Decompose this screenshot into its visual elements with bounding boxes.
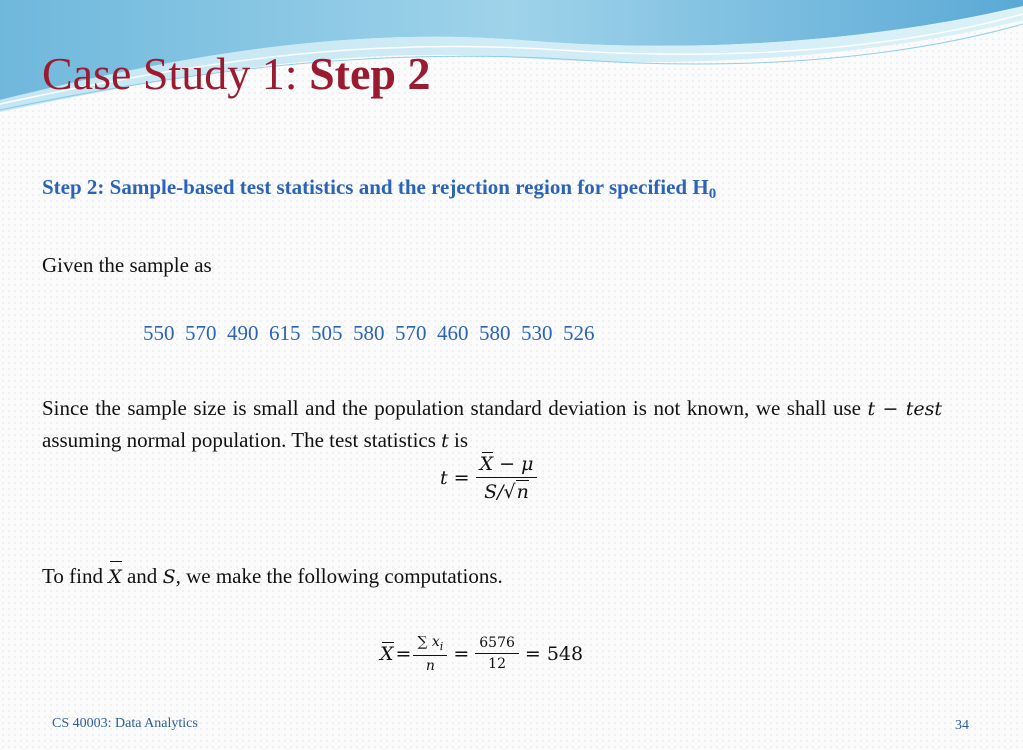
t-den-n: n bbox=[516, 481, 529, 503]
step-subheading bbox=[42, 175, 716, 203]
tofind-part2: and bbox=[121, 564, 163, 588]
mean-formula bbox=[380, 634, 583, 674]
sample-values: 550 570 490 615 505 580 570 460 580 530 526 bbox=[143, 321, 595, 345]
mean-sum-fraction bbox=[413, 634, 447, 674]
mean-sum-symbol: ∑ x bbox=[417, 634, 440, 650]
since-part1: Since the sample size is small and the population standard deviation is not known, we shall use bbox=[42, 396, 868, 420]
mean-eq1: = bbox=[395, 642, 412, 665]
mean-eq3: = bbox=[524, 642, 541, 665]
subheading-text: Step 2: Sample-based test statistics and the rejection region for specified H bbox=[42, 175, 709, 199]
tofind-xbar: X bbox=[108, 562, 122, 593]
t-fraction bbox=[476, 453, 538, 503]
mean-result: 548 bbox=[546, 642, 584, 665]
tofind-part1: To find bbox=[42, 564, 109, 588]
t-num-rest: − μ bbox=[493, 453, 534, 475]
mean-lhs-xbar: X bbox=[380, 642, 394, 665]
tofind-part3: , we make the following computations. bbox=[175, 564, 503, 588]
mean-value-denominator: 12 bbox=[488, 656, 506, 673]
mean-sum-denominator: n bbox=[425, 657, 435, 674]
since-part2: assuming normal population. The test statistics bbox=[42, 428, 442, 452]
given-text: Given the sample as bbox=[42, 253, 212, 277]
mean-eq2: = bbox=[453, 642, 470, 665]
t-num-xbar: X bbox=[479, 453, 494, 475]
t-den-s: S/ bbox=[484, 481, 504, 503]
title-bold: Step 2 bbox=[309, 48, 431, 99]
tofind-s: S bbox=[162, 566, 176, 588]
since-math-t: t bbox=[441, 430, 449, 452]
since-math-ttest: t − test bbox=[867, 398, 942, 420]
t-statistic-formula bbox=[440, 453, 537, 503]
footer-course: CS 40003: Data Analytics bbox=[52, 716, 198, 731]
since-part3: is bbox=[448, 428, 469, 452]
subheading-subscript: 0 bbox=[708, 186, 717, 202]
t-numerator bbox=[476, 453, 538, 478]
mean-sum-numerator bbox=[413, 634, 447, 656]
title-prefix: Case Study 1: bbox=[42, 48, 310, 99]
since-paragraph bbox=[42, 393, 942, 457]
tofind-paragraph bbox=[42, 561, 503, 593]
mean-value-fraction bbox=[475, 635, 519, 672]
t-equals: = bbox=[453, 467, 470, 489]
mean-value-numerator: 6576 bbox=[475, 635, 519, 654]
t-denominator: S/√n bbox=[484, 481, 529, 503]
t-lhs: t bbox=[440, 467, 448, 489]
slide-title bbox=[42, 44, 430, 104]
mean-sum-subscript: i bbox=[439, 639, 444, 653]
footer-page-number: 34 bbox=[955, 718, 969, 733]
